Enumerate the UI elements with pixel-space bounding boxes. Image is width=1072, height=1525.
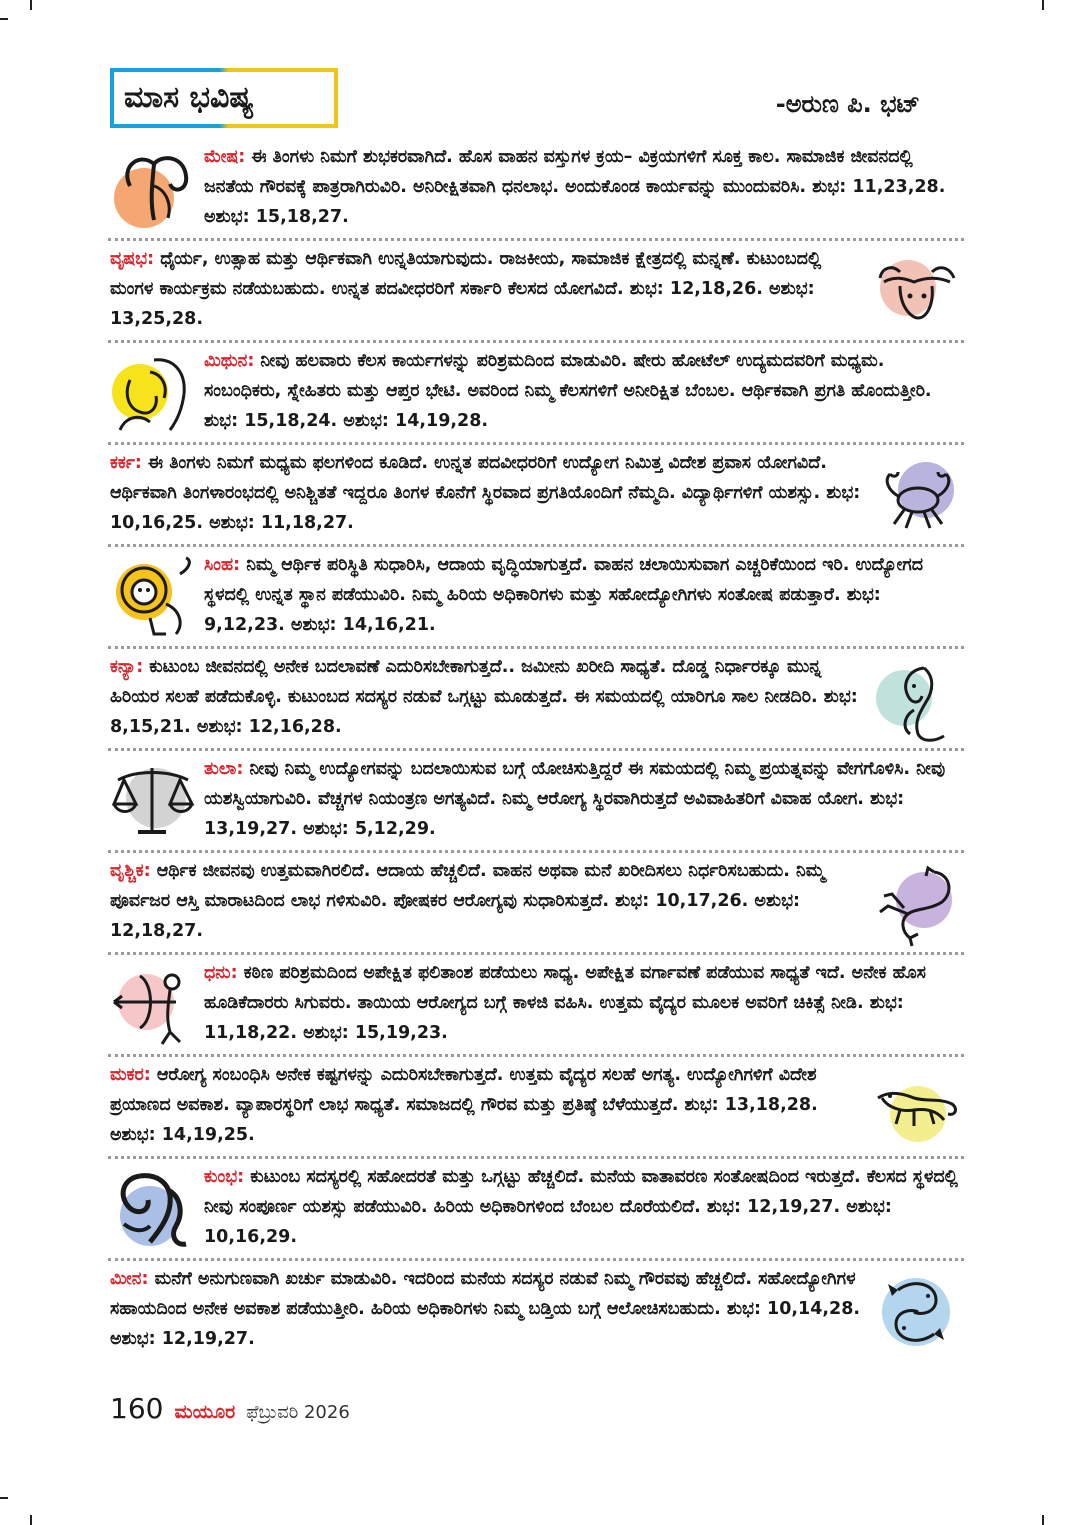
- page-title: ಮಾಸ ಭವಿಷ್ಯ: [124, 80, 254, 115]
- scorpio-icon: [874, 864, 960, 950]
- prediction-text: ನೀವು ನಿಮ್ಮ ಉದ್ಯೋಗವನ್ನು ಬದಲಾಯಿಸುವ ಬಗ್ಗೆ ಯೋಚಿಸುತ್ತಿದ್ದರೆ ಈ ಸಮಯದಲ್ಲಿ ನಿಮ್ಮ ಪ್ರಯತ್ನವನ್ನು ವೇಗಗೊಳಿಸಿ. ನೀವು ಯಶಸ್ವಿಯಾಗುವಿರಿ. ವೆಚ್ಚಗಳ ನಿಯಂತ್ರಣ ಅಗತ್ಯವಿದೆ. ನಿಮ್ಮ ಆರೋಗ್ಯ ಸ್ಥಿರವಾಗಿರುತ್ತದೆ ಅವಿವಾಹಿತರಿಗೆ ವಿವಾಹ ಯೋಗ. ಶುಭ: 13,19,27. ಅಶುಭ: 5,12,29.: [204, 759, 946, 839]
- crop-mark: [0, 1497, 8, 1499]
- pisces-icon: [874, 1272, 960, 1358]
- gemini-icon: [110, 350, 196, 436]
- page-header: [110, 68, 920, 130]
- horoscope-entry-aquarius: [108, 1160, 964, 1261]
- entry-text: [204, 754, 960, 844]
- horoscope-entry-libra: [108, 752, 964, 853]
- cancer-icon: [874, 456, 960, 542]
- prediction-text: ಕುಟುಂಬ ಜೀವನದಲ್ಲಿ ಅನೇಕ ಬದಲಾವಣೆ ಎದುರಿಸಬೇಕಾಗುತ್ತದೆ.. ಜಮೀನು ಖರೀದಿ ಸಾಧ್ಯತೆ. ದೊಡ್ಡ ನಿರ್ಧಾರಕ್ಕೂ ಮುನ್ನ ಹಿರಿಯರ ಸಲಹೆ ಪಡೆದುಕೊಳ್ಳಿ. ಕುಟುಂಬದ ಸದಸ್ಯರ ನಡುವೆ ಒಗ್ಗಟ್ಟು ಮೂಡುತ್ತದೆ. ಈ ಸಮಯದಲ್ಲಿ ಯಾರಿಗೂ ಸಾಲ ನೀಡದಿರಿ. ಶುಭ: 8,15,21. ಅಶುಭ: 12,16,28.: [110, 657, 858, 737]
- horoscope-entry-pisces: [108, 1262, 964, 1360]
- crop-mark: [30, 0, 32, 10]
- virgo-icon: [874, 660, 960, 746]
- page-number: 160: [110, 1392, 164, 1425]
- horoscope-entry-cancer: [108, 446, 964, 547]
- entry-text: [110, 1264, 864, 1354]
- magazine-logo: ಮಯೂರ: [174, 1401, 236, 1423]
- sign-name: ಮೇಷ:: [204, 147, 246, 167]
- sign-name: ಕನ್ಯಾ:: [110, 657, 144, 677]
- crop-mark: [30, 1515, 32, 1525]
- prediction-text: ಕಠಿಣ ಪರಿಶ್ರಮದಿಂದ ಅಪೇಕ್ಷಿತ ಫಲಿತಾಂಶ ಪಡೆಯಲು ಸಾಧ್ಯ. ಅಪೇಕ್ಷಿತ ವರ್ಗಾವಣೆ ಪಡೆಯುವ ಸಾಧ್ಯತೆ ಇದೆ. ಅನೇಕ ಹೊಸ ಹೂಡಿಕೆದಾರರು ಸಿಗುವರು. ತಾಯಿಯ ಆರೋಗ್ಯದ ಬಗ್ಗೆ ಕಾಳಜಿ ವಹಿಸಿ. ಉತ್ತಮ ವೈದ್ಯರ ಮೂಲಕ ಅವರಿಗೆ ಚಿಕಿತ್ಸೆ ನೀಡಿ. ಶುಭ: 11,18,22. ಅಶುಭ: 15,19,23.: [204, 963, 926, 1043]
- crop-mark: [1042, 1515, 1044, 1525]
- entry-text: [110, 652, 864, 742]
- entry-text: [204, 346, 960, 436]
- entry-text: [110, 244, 864, 334]
- prediction-text: ಆರೋಗ್ಯ ಸಂಬಂಧಿಸಿ ಅನೇಕ ಕಷ್ಟಗಳನ್ನು ಎದುರಿಸಬೇಕಾಗುತ್ತದೆ. ಉತ್ತಮ ವೈದ್ಯರ ಸಲಹೆ ಅಗತ್ಯ. ಉದ್ಯೋಗಿಗಳಿಗೆ ವಿದೇಶ ಪ್ರಯಾಣದ ಅವಕಾಶ. ವ್ಯಾಪಾರಸ್ಥರಿಗೆ ಲಾಭ ಸಾಧ್ಯತೆ. ಸಮಾಜದಲ್ಲಿ ಗೌರವ ಮತ್ತು ಪ್ರತಿಷ್ಠೆ ಬೆಳೆಯುತ್ತದೆ. ಶುಭ: 13,18,28. ಅಶುಭ: 14,19,25.: [110, 1065, 818, 1145]
- crop-mark: [0, 18, 8, 20]
- horoscope-entry-capricorn: [108, 1058, 964, 1159]
- entry-text: [110, 448, 864, 538]
- horoscope-entry-gemini: [108, 344, 964, 445]
- leo-icon: [110, 554, 196, 640]
- page-footer: [110, 1392, 350, 1425]
- sign-name: ಕುಂಭ:: [204, 1167, 245, 1187]
- prediction-text: ಮನೆಗೆ ಅನುಗುಣವಾಗಿ ಖರ್ಚು ಮಾಡುವಿರಿ. ಇದರಿಂದ ಮನೆಯ ಸದಸ್ಯರ ನಡುವೆ ನಿಮ್ಮ ಗೌರವವು ಹೆಚ್ಚಲಿದೆ. ಸಹೋದ್ಯೋಗಿಗಳ ಸಹಾಯದಿಂದ ಅನೇಕ ಅವಕಾಶ ಪಡೆಯುತ್ತೀರಿ. ಹಿರಿಯ ಅಧಿಕಾರಿಗಳು ನಿಮ್ಮ ಬಡ್ತಿಯ ಬಗ್ಗೆ ಆಲೋಚಿಸಬಹುದು. ಶುಭ: 10,14,28. ಅಶುಭ: 12,19,27.: [110, 1269, 861, 1349]
- horoscope-entry-virgo: [108, 650, 964, 751]
- sign-name: ವೃಶ್ಚಿಕ:: [110, 861, 151, 881]
- entry-text: [110, 1060, 864, 1150]
- sign-name: ಕರ್ಕ:: [110, 453, 142, 473]
- sign-name: ಧನು:: [204, 963, 238, 983]
- libra-icon: [110, 758, 196, 844]
- title-box: [110, 68, 338, 128]
- sign-name: ಮಿಥುನ:: [204, 351, 255, 371]
- sign-name: ಮೀನ:: [110, 1269, 149, 1289]
- sign-name: ತುಲಾ:: [204, 759, 244, 779]
- prediction-text: ಈ ತಿಂಗಳು ನಿಮಗೆ ಶುಭಕರವಾಗಿದೆ. ಹೊಸ ವಾಹನ ವಸ್ತುಗಳ ಕ್ರಯ– ವಿಕ್ರಯಗಳಿಗೆ ಸೂಕ್ತ ಕಾಲ. ಸಾಮಾಜಿಕ ಜೀವನದಲ್ಲಿ ಜನತೆಯ ಗೌರವಕ್ಕೆ ಪಾತ್ರರಾಗಿರುವಿರಿ. ಅನಿರೀಕ್ಷಿತವಾಗಿ ಧನಲಾಭ. ಅಂದುಕೊಂಡ ಕಾರ್ಯವನ್ನು ಮುಂದುವರಿಸಿ. ಶುಭ: 11,23,28. ಅಶುಭ: 15,18,27.: [204, 147, 946, 227]
- entry-text: [204, 550, 960, 640]
- author-byline: -ಅರುಣ ಪಿ. ಭಟ್: [775, 90, 920, 118]
- horoscope-entry-aries: [108, 140, 964, 241]
- issue-date: ಫೆಬ್ರುವರಿ 2026: [246, 1402, 350, 1423]
- taurus-icon: [874, 252, 960, 338]
- prediction-text: ನಿಮ್ಮ ಆರ್ಥಿಕ ಪರಿಸ್ಥಿತಿ ಸುಧಾರಿಸಿ, ಆದಾಯ ವೃದ್ಧಿಯಾಗುತ್ತದೆ. ವಾಹನ ಚಲಾಯಿಸುವಾಗ ಎಚ್ಚರಿಕೆಯಿಂದ ಇರಿ. ಉದ್ಯೋಗದ ಸ್ಥಳದಲ್ಲಿ ಉನ್ನತ ಸ್ಥಾನ ಪಡೆಯುವಿರಿ. ನಿಮ್ಮ ಹಿರಿಯ ಅಧಿಕಾರಿಗಳು ಮತ್ತು ಸಹೋದ್ಯೋಗಿಗಳು ಸಂತೋಷ ಪಡುತ್ತಾರೆ. ಶುಭ: 9,12,23. ಅಶುಭ: 14,16,21.: [204, 555, 924, 635]
- crop-mark: [1042, 0, 1044, 10]
- prediction-text: ಧೈರ್ಯ, ಉತ್ಸಾಹ ಮತ್ತು ಆರ್ಥಿಕವಾಗಿ ಉನ್ನತಿಯಾಗುವುದು. ರಾಜಕೀಯ, ಸಾಮಾಜಿಕ ಕ್ಷೇತ್ರದಲ್ಲಿ ಮನ್ನಣೆ. ಕುಟುಂಬದಲ್ಲಿ ಮಂಗಳ ಕಾರ್ಯಕ್ರಮ ನಡೆಯಬಹುದು. ಉನ್ನತ ಪದವೀಧರರಿಗೆ ಸರ್ಕಾರಿ ಕೆಲಸದ ಯೋಗವಿದೆ. ಶುಭ: 12,18,26. ಅಶುಭ: 13,25,28.: [110, 249, 822, 329]
- prediction-text: ಕುಟುಂಬ ಸದಸ್ಯರಲ್ಲಿ ಸಹೋದರತೆ ಮತ್ತು ಒಗ್ಗಟ್ಟು ಹೆಚ್ಚಲಿದೆ. ಮನೆಯ ವಾತಾವರಣ ಸಂತೋಷದಿಂದ ಇರುತ್ತದೆ. ಕೆಲಸದ ಸ್ಥಳದಲ್ಲಿ ನೀವು ಸಂಪೂರ್ಣ ಯಶಸ್ಸು ಪಡೆಯುವಿರಿ. ಹಿರಿಯ ಅಧಿಕಾರಿಗಳಿಂದ ಬೆಂಬಲ ದೊರೆಯಲಿದೆ. ಶುಭ: 12,19,27. ಅಶುಭ: 10,16,29.: [204, 1167, 958, 1247]
- horoscope-entry-scorpio: [108, 854, 964, 955]
- horoscope-entry-sagittarius: [108, 956, 964, 1057]
- sign-name: ವೃಷಭ:: [110, 249, 155, 269]
- entry-text: [204, 142, 960, 232]
- prediction-text: ನೀವು ಹಲವಾರು ಕೆಲಸ ಕಾರ್ಯಗಳನ್ನು ಪರಿಶ್ರಮದಿಂದ ಮಾಡುವಿರಿ. ಷೇರು ಹೋಟೆಲ್ ಉದ್ಯಮದವರಿಗೆ ಮಧ್ಯಮ. ಸಂಬಂಧಿಕರು, ಸ್ನೇಹಿತರು ಮತ್ತು ಆಪ್ತರ ಭೇಟಿ. ಅವರಿಂದ ನಿಮ್ಮ ಕೆಲಸಗಳಿಗೆ ಅನೀರಿಕ್ಷಿತ ಬೆಂಬಲ. ಆರ್ಥಿಕವಾಗಿ ಪ್ರಗತಿ ಹೊಂದುತ್ತೀರಿ. ಶುಭ: 15,18,24. ಅಶುಭ: 14,19,28.: [204, 351, 932, 431]
- prediction-text: ಈ ತಿಂಗಳು ನಿಮಗೆ ಮಧ್ಯಮ ಫಲಗಳಿಂದ ಕೂಡಿದೆ. ಉನ್ನತ ಪದವೀಧರರಿಗೆ ಉದ್ಯೋಗ ನಿಮಿತ್ತ ವಿದೇಶ ಪ್ರವಾಸ ಯೋಗವಿದೆ. ಆರ್ಥಿಕವಾಗಿ ತಿಂಗಳಾರಂಭದಲ್ಲಿ ಅನಿಶ್ಚಿತತೆ ಇದ್ದರೂ ತಿಂಗಳ ಕೊನೆಗೆ ಸ್ಥಿರವಾದ ಪ್ರಗತಿಯೊಂದಿಗೆ ನೆಮ್ಮದಿ. ವಿದ್ಯಾರ್ಥಿಗಳಿಗೆ ಯಶಸ್ಸು. ಶುಭ: 10,16,25. ಅಶುಭ: 11,18,27.: [110, 453, 861, 533]
- horoscope-entry-taurus: [108, 242, 964, 343]
- entry-text: [110, 856, 864, 946]
- entry-text: [204, 1162, 960, 1252]
- sagittarius-icon: [110, 962, 196, 1048]
- horoscope-entry-leo: [108, 548, 964, 649]
- aries-icon: [110, 146, 196, 232]
- sign-name: ಮಕರ:: [110, 1065, 151, 1085]
- sign-name: ಸಿಂಹ:: [204, 555, 241, 575]
- prediction-text: ಆರ್ಥಿಕ ಜೀವನವು ಉತ್ತಮವಾಗಿರಲಿದೆ. ಆದಾಯ ಹೆಚ್ಚಲಿದೆ. ವಾಹನ ಅಥವಾ ಮನೆ ಖರೀದಿಸಲು ನಿರ್ಧರಿಸಬಹುದು. ನಿಮ್ಮ ಪೂರ್ವಜರ ಆಸ್ತಿ ಮಾರಾಟದಿಂದ ಲಾಭ ಗಳಿಸುವಿರಿ. ಪೋಷಕರ ಆರೋಗ್ಯವು ಸುಧಾರಿಸುತ್ತದೆ. ಶುಭ: 10,17,26. ಅಶುಭ: 12,18,27.: [110, 861, 825, 941]
- entry-text: [204, 958, 960, 1048]
- aquarius-icon: [110, 1166, 196, 1252]
- capricorn-icon: [874, 1068, 960, 1154]
